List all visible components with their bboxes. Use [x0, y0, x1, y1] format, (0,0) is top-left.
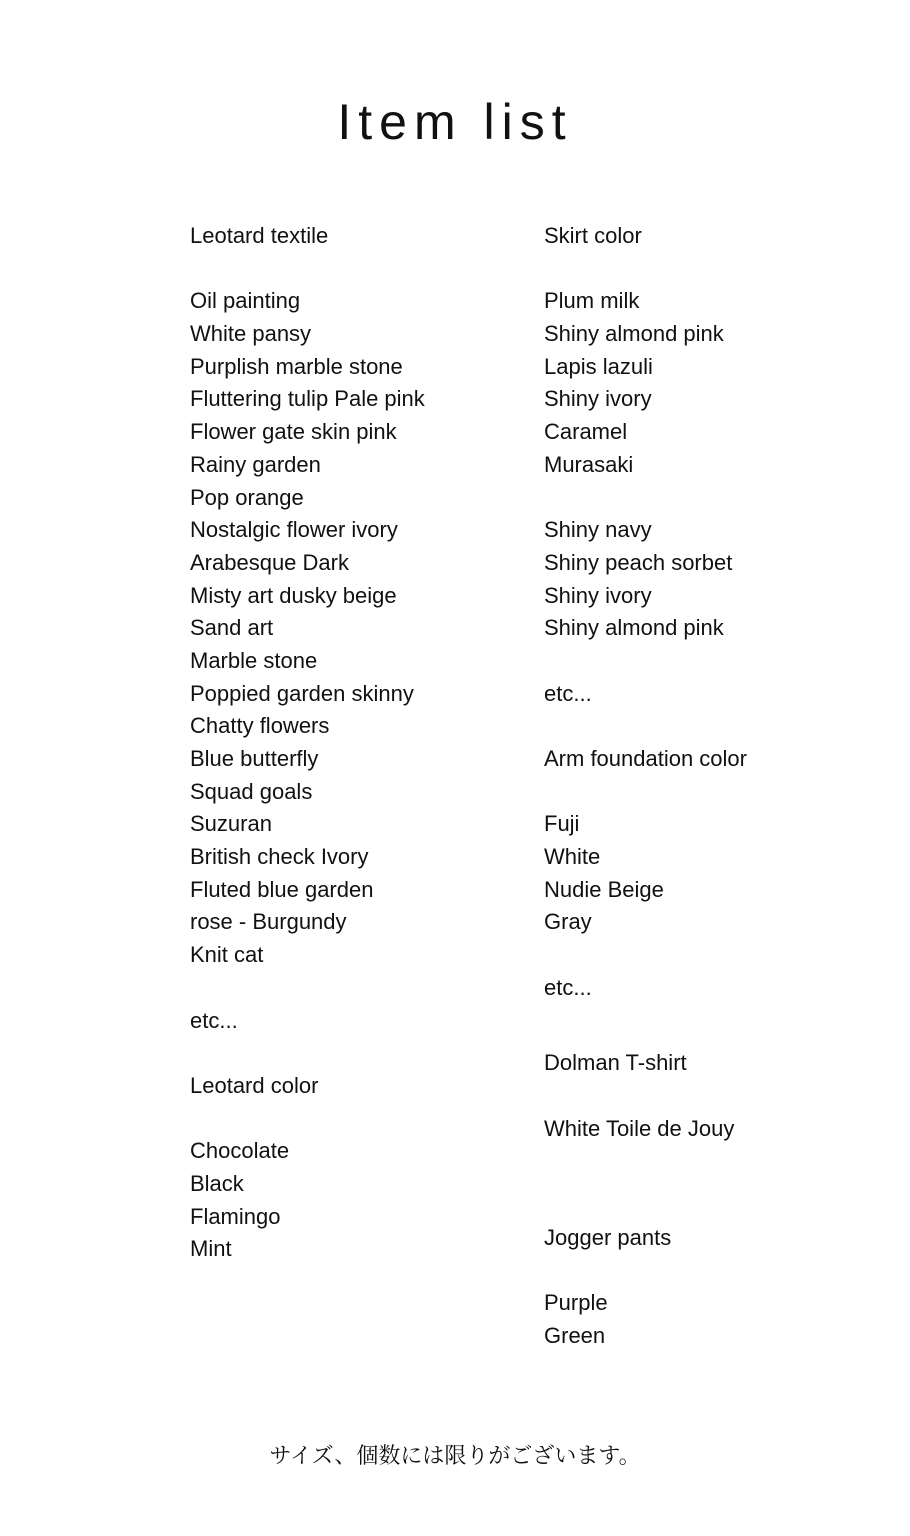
list-item: Plum milk	[544, 288, 640, 314]
spacer	[544, 645, 884, 678]
section-heading-leotard-textile: Leotard textile	[190, 223, 329, 248]
spacer	[190, 253, 520, 286]
footer-note: サイズ、個数には限りがございます。	[269, 1444, 641, 1469]
section-heading-dolman-tshirt: Dolman T-shirt	[544, 1050, 687, 1076]
list-item: Shiny navy	[544, 517, 652, 543]
list-item: Shiny almond pink	[544, 615, 724, 641]
arm-foundation-color-list	[544, 808, 884, 939]
spacer	[544, 1037, 884, 1047]
list-item: Pop orange	[190, 484, 304, 510]
list-item: White Toile de Jouy	[544, 1115, 735, 1141]
list-item: Misty art dusky beige	[190, 582, 397, 608]
list-item: Shiny ivory	[544, 582, 652, 608]
list-item: Chatty flowers	[190, 713, 330, 739]
list-item: Shiny almond pink	[544, 321, 724, 347]
list-item: Nostalgic flower ivory	[190, 517, 398, 543]
list-item: Mint	[190, 1236, 232, 1262]
right-column	[544, 220, 884, 1353]
spacer	[544, 1005, 884, 1038]
list-item: White pansy	[190, 321, 312, 347]
spacer	[190, 1037, 520, 1070]
list-item: Flower gate skin pink	[190, 419, 397, 445]
spacer	[190, 1103, 520, 1136]
left-column	[190, 220, 520, 1266]
section-heading-skirt-color: Skirt color	[544, 223, 642, 248]
skirt-color-list-1	[544, 285, 884, 481]
jogger-pants-list	[544, 1287, 884, 1352]
list-item: Arabesque Dark	[190, 549, 349, 575]
spacer	[544, 1178, 884, 1222]
skirt-color-list-2	[544, 514, 884, 645]
list-item: Flamingo	[190, 1203, 281, 1229]
spacer	[544, 482, 884, 515]
spacer	[544, 253, 884, 286]
list-item: Knit cat	[190, 942, 264, 968]
list-item: Oil painting	[190, 288, 301, 314]
spacer	[544, 776, 884, 809]
section-heading-jogger-pants: Jogger pants	[544, 1224, 672, 1250]
etc-note: etc...	[544, 680, 592, 706]
list-item: Fluted blue garden	[190, 876, 374, 902]
spacer	[544, 939, 884, 972]
leotard-textile-list	[190, 285, 520, 971]
list-item: Marble stone	[190, 647, 318, 673]
list-item: Fluttering tulip Pale pink	[190, 386, 425, 412]
list-item: Purple	[544, 1290, 608, 1316]
list-item: White	[544, 844, 601, 870]
list-item: Blue butterfly	[190, 746, 319, 771]
list-item: Poppied garden skinny	[190, 680, 414, 706]
list-item: Sand art	[190, 615, 274, 641]
list-item: Fuji	[544, 811, 580, 837]
spacer	[544, 1255, 884, 1288]
list-item: Murasaki	[544, 451, 634, 477]
list-item: Nudie Beige	[544, 876, 664, 902]
spacer	[544, 710, 884, 743]
spacer	[544, 1080, 884, 1113]
etc-note: etc...	[544, 974, 592, 1000]
list-item: Gray	[544, 909, 592, 935]
page-title: Item list	[337, 94, 573, 150]
list-item: Purplish marble stone	[190, 353, 403, 379]
section-heading-leotard-color: Leotard color	[190, 1072, 319, 1098]
etc-note: etc...	[190, 1007, 238, 1033]
section-heading-arm-foundation-color: Arm foundation color	[544, 746, 747, 771]
spacer	[544, 1145, 884, 1178]
spacer	[190, 972, 520, 1005]
list-item: Lapis lazuli	[544, 353, 653, 379]
list-item: Shiny peach sorbet	[544, 549, 733, 575]
list-item: Shiny ivory	[544, 386, 652, 412]
list-item: Caramel	[544, 419, 628, 445]
list-item: British check Ivory	[190, 844, 369, 870]
list-item: Black	[190, 1170, 244, 1196]
list-item: rose - Burgundy	[190, 909, 347, 935]
list-item: Squad goals	[190, 778, 313, 804]
leotard-color-list	[190, 1135, 520, 1266]
list-item: Green	[544, 1323, 606, 1348]
list-item: Rainy garden	[190, 451, 321, 477]
list-item: Chocolate	[190, 1138, 290, 1164]
list-item: Suzuran	[190, 811, 272, 837]
